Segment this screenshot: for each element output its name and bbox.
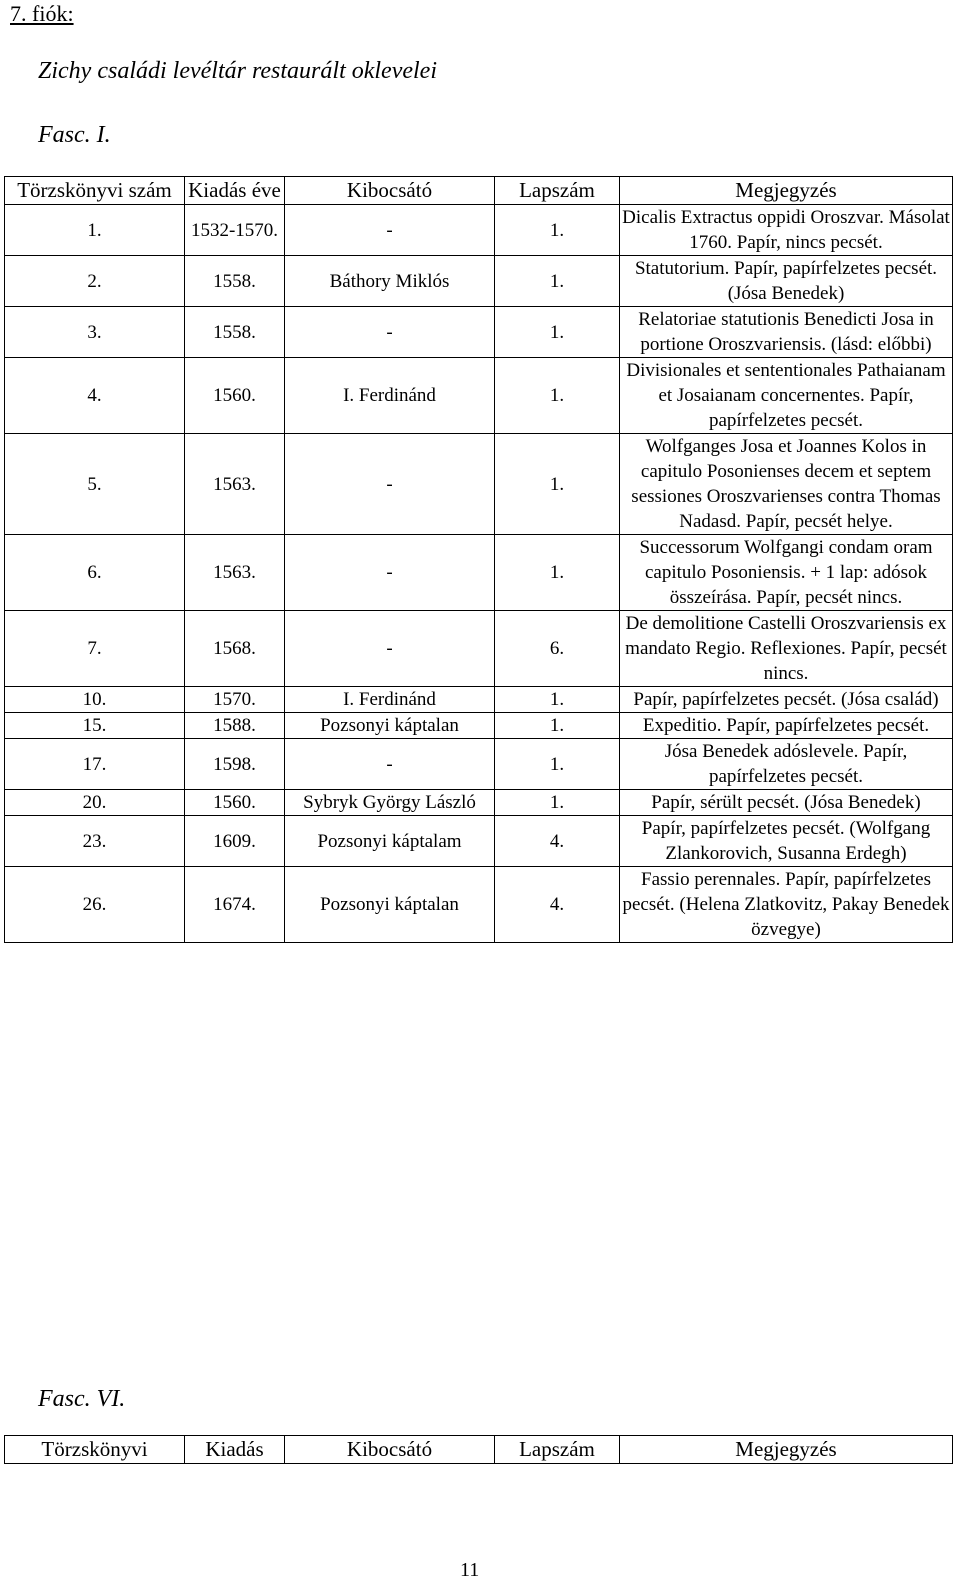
- cell-issue-year: 1560.: [185, 358, 285, 434]
- cell-register-number: 26.: [5, 867, 185, 943]
- cell-register-number: 20.: [5, 790, 185, 816]
- cell-issuer: -: [285, 434, 495, 535]
- col-header-page-count: Lapszám: [495, 1436, 620, 1464]
- cell-page-count: 1.: [495, 256, 620, 307]
- cell-issue-year: 1563.: [185, 434, 285, 535]
- cell-issue-year: 1570.: [185, 687, 285, 713]
- col-header-issue-year: Kiadás éve: [185, 177, 285, 205]
- table-row: [5, 816, 953, 867]
- cell-issuer: Pozsonyi káptalan: [285, 713, 495, 739]
- cell-issue-year: 1558.: [185, 256, 285, 307]
- cell-page-count: 1.: [495, 535, 620, 611]
- col-header-issuer: Kibocsátó: [285, 177, 495, 205]
- cell-page-count: 1.: [495, 434, 620, 535]
- table-row: [5, 713, 953, 739]
- cell-register-number: 23.: [5, 816, 185, 867]
- cell-issue-year: 1532-1570.: [185, 205, 285, 256]
- table-row: [5, 687, 953, 713]
- table-row: [5, 205, 953, 256]
- table-row: [5, 739, 953, 790]
- table-row: [5, 790, 953, 816]
- cell-note: Fassio perennales. Papír, papírfelzetes pecsét. (Helena Zlatkovitz, Pakay Benedek özvegye): [620, 867, 953, 943]
- cell-register-number: 6.: [5, 535, 185, 611]
- cell-note: De demolitione Castelli Oroszvariensis ex mandato Regio. Reflexiones. Papír, pecsét nincs.: [620, 611, 953, 687]
- cell-page-count: 1.: [495, 739, 620, 790]
- table-row: [5, 867, 953, 943]
- cell-issuer: Sybryk György László: [285, 790, 495, 816]
- cell-note: Dicalis Extractus oppidi Oroszvar. Másolat 1760. Papír, nincs pecsét.: [620, 205, 953, 256]
- cell-issue-year: 1568.: [185, 611, 285, 687]
- cell-note: Successorum Wolfgangi condam oram capitulo Posoniensis. + 1 lap: adósok összeírása. Papír, pecsét nincs.: [620, 535, 953, 611]
- cell-register-number: 5.: [5, 434, 185, 535]
- cell-issuer: -: [285, 611, 495, 687]
- table-row: [5, 256, 953, 307]
- table-row: [5, 434, 953, 535]
- cell-register-number: 3.: [5, 307, 185, 358]
- cell-issue-year: 1609.: [185, 816, 285, 867]
- cell-register-number: 15.: [5, 713, 185, 739]
- cell-issue-year: 1598.: [185, 739, 285, 790]
- cell-register-number: 17.: [5, 739, 185, 790]
- cell-register-number: 1.: [5, 205, 185, 256]
- cell-note: Divisionales et sententionales Pathaianam et Josaianam concernentes. Papír, papírfelzetes pecsét.: [620, 358, 953, 434]
- cell-issue-year: 1563.: [185, 535, 285, 611]
- cell-page-count: 1.: [495, 358, 620, 434]
- cell-page-count: 4.: [495, 816, 620, 867]
- cell-issue-year: 1558.: [185, 307, 285, 358]
- drawer-heading: 7. fiók:: [10, 1, 74, 26]
- cell-page-count: 4.: [495, 867, 620, 943]
- register-table-fasc-1: [4, 176, 953, 943]
- cell-note: Papír, sérült pecsét. (Jósa Benedek): [620, 790, 953, 816]
- col-header-issuer: Kibocsátó: [285, 1436, 495, 1464]
- cell-issuer: Báthory Miklós: [285, 256, 495, 307]
- table-row: [5, 307, 953, 358]
- cell-register-number: 7.: [5, 611, 185, 687]
- register-table-fasc-6: [4, 1435, 953, 1464]
- col-header-register-number: Törzskönyvi: [5, 1436, 185, 1464]
- cell-page-count: 1.: [495, 790, 620, 816]
- cell-issuer: -: [285, 739, 495, 790]
- fascicle-heading-6: Fasc. VI.: [38, 1386, 126, 1412]
- cell-register-number: 4.: [5, 358, 185, 434]
- cell-register-number: 10.: [5, 687, 185, 713]
- table-header-row: [5, 177, 953, 205]
- table-header-row: [5, 1436, 953, 1464]
- fascicle-heading-1: Fasc. I.: [38, 122, 111, 148]
- cell-issuer: I. Ferdinánd: [285, 358, 495, 434]
- collection-title: Zichy családi levéltár restaurált oklevelei: [38, 58, 437, 84]
- cell-note: Jósa Benedek adóslevele. Papír, papírfelzetes pecsét.: [620, 739, 953, 790]
- table-row: [5, 358, 953, 434]
- cell-issue-year: 1674.: [185, 867, 285, 943]
- cell-note: Relatoriae statutionis Benedicti Josa in portione Oroszvariensis. (lásd: előbbi): [620, 307, 953, 358]
- register-table-body: [5, 205, 953, 943]
- cell-issuer: -: [285, 535, 495, 611]
- table-row: [5, 535, 953, 611]
- cell-note: Expeditio. Papír, papírfelzetes pecsét.: [620, 713, 953, 739]
- table-row: [5, 611, 953, 687]
- col-header-issue-year: Kiadás: [185, 1436, 285, 1464]
- cell-page-count: 1.: [495, 713, 620, 739]
- page-number: 11: [460, 1559, 480, 1581]
- cell-note: Papír, papírfelzetes pecsét. (Wolfgang Zlankorovich, Susanna Erdegh): [620, 816, 953, 867]
- cell-issue-year: 1560.: [185, 790, 285, 816]
- cell-issuer: -: [285, 205, 495, 256]
- col-header-note: Megjegyzés: [620, 1436, 953, 1464]
- cell-page-count: 1.: [495, 307, 620, 358]
- cell-issuer: Pozsonyi káptalam: [285, 816, 495, 867]
- cell-note: Statutorium. Papír, papírfelzetes pecsét. (Jósa Benedek): [620, 256, 953, 307]
- cell-page-count: 1.: [495, 205, 620, 256]
- cell-issuer: I. Ferdinánd: [285, 687, 495, 713]
- cell-issuer: -: [285, 307, 495, 358]
- cell-issue-year: 1588.: [185, 713, 285, 739]
- cell-register-number: 2.: [5, 256, 185, 307]
- col-header-register-number: Törzskönyvi szám: [5, 177, 185, 205]
- col-header-page-count: Lapszám: [495, 177, 620, 205]
- cell-page-count: 6.: [495, 611, 620, 687]
- cell-note: Papír, papírfelzetes pecsét. (Jósa család): [620, 687, 953, 713]
- cell-issuer: Pozsonyi káptalan: [285, 867, 495, 943]
- cell-page-count: 1.: [495, 687, 620, 713]
- col-header-note: Megjegyzés: [620, 177, 953, 205]
- cell-note: Wolfganges Josa et Joannes Kolos in capitulo Posonienses decem et septem sessiones Oroszvarienses contra Thomas Nadasd. Papír, pecsét helye.: [620, 434, 953, 535]
